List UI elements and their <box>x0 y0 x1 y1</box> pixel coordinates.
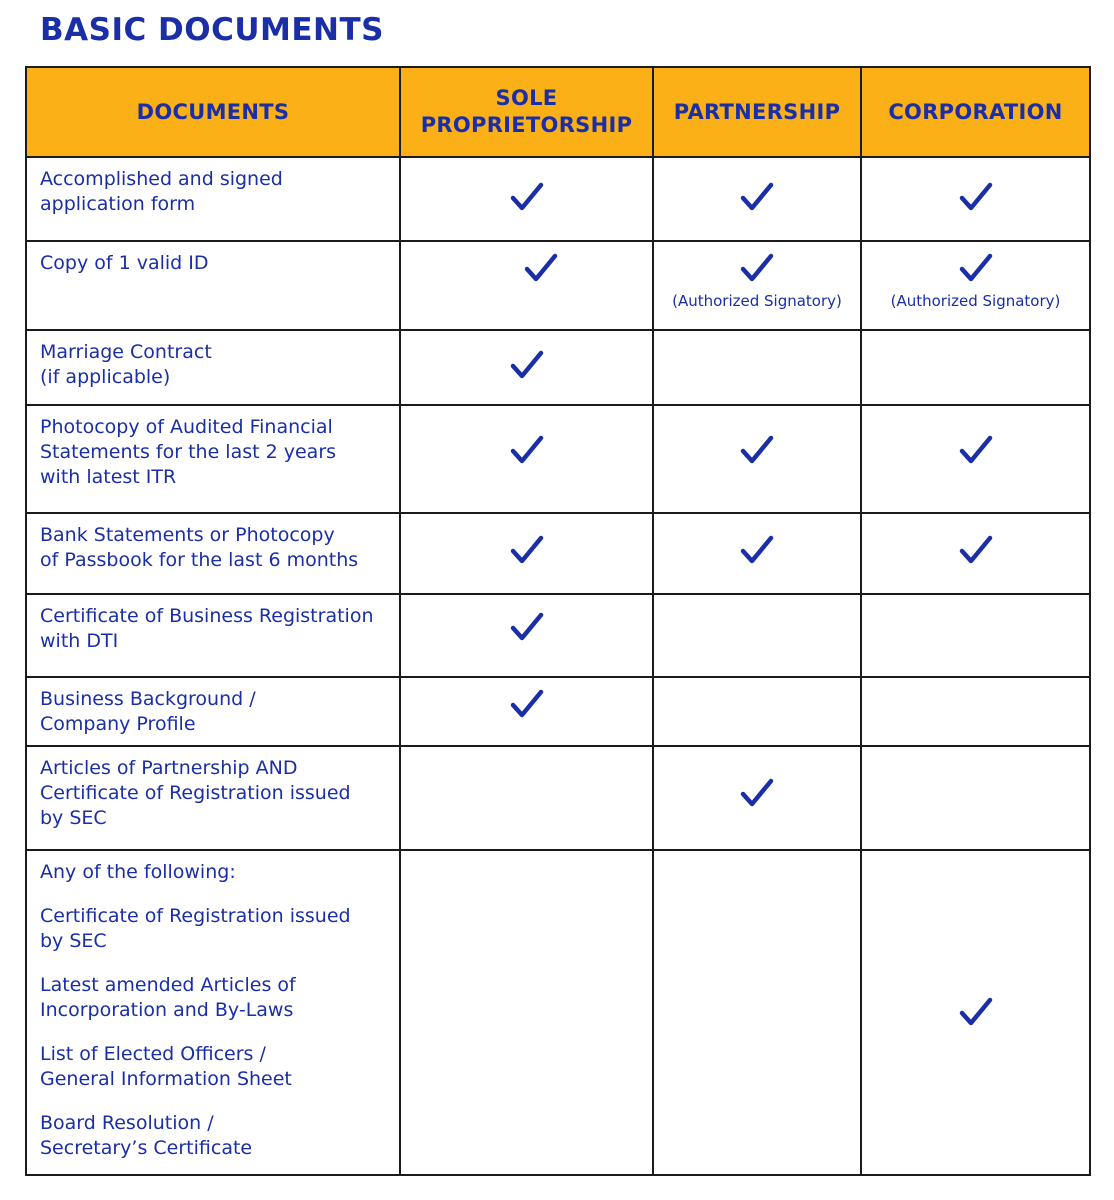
document-list-item <box>40 1111 389 1161</box>
checkmark-icon <box>740 534 774 566</box>
partnership-requirement-cell <box>653 157 861 241</box>
corporation-requirement-cell <box>861 241 1090 330</box>
document-name-line: Photocopy of Audited Financial <box>40 416 333 438</box>
checkmark-icon <box>959 534 993 566</box>
document-name-line: with DTI <box>40 630 119 652</box>
checkmark-icon <box>740 181 774 213</box>
header-sole-line2: PROPRIETORSHIP <box>420 113 633 137</box>
corporation-requirement-cell <box>861 157 1090 241</box>
table-header <box>26 67 1090 157</box>
corporation-requirement-cell <box>861 850 1090 1175</box>
corporation-requirement-cell <box>861 405 1090 513</box>
checkmark-icon <box>959 181 993 213</box>
table-row <box>26 241 1090 330</box>
document-name-line: Incorporation and By-Laws <box>40 999 294 1021</box>
header-corporation: CORPORATION <box>861 67 1090 157</box>
checkmark-icon <box>510 434 544 466</box>
check-wrapper <box>401 406 652 470</box>
check-wrapper <box>654 242 860 310</box>
checkmark-icon <box>959 434 993 466</box>
document-name-cell <box>26 241 400 330</box>
checkmark-icon <box>510 181 544 213</box>
document-name-cell <box>26 157 400 241</box>
sole-requirement-cell <box>400 513 653 594</box>
check-wrapper <box>862 514 1089 570</box>
checkmark-icon <box>510 349 544 381</box>
sole-requirement-cell <box>400 850 653 1175</box>
document-name-line: Certificate of Business Registration <box>40 605 374 627</box>
check-wrapper <box>401 158 652 217</box>
header-row <box>26 67 1090 157</box>
checkmark-icon <box>510 534 544 566</box>
sole-requirement-cell <box>400 746 653 850</box>
signatory-note: (Authorized Signatory) <box>672 292 842 310</box>
partnership-requirement-cell <box>653 241 861 330</box>
checkmark-icon <box>740 777 774 809</box>
header-partnership: PARTNERSHIP <box>653 67 861 157</box>
sole-requirement-cell <box>400 594 653 677</box>
document-name-line: application form <box>40 193 196 215</box>
document-name-line: Certificate of Registration issued <box>40 905 351 927</box>
check-wrapper <box>401 514 652 570</box>
checkmark-icon <box>959 996 993 1028</box>
document-name-line: Business Background / <box>40 688 256 710</box>
corporation-requirement-cell <box>861 513 1090 594</box>
check-wrapper <box>654 158 860 217</box>
sole-requirement-cell <box>400 157 653 241</box>
corporation-requirement-cell <box>861 330 1090 405</box>
check-wrapper <box>401 242 652 288</box>
partnership-requirement-cell <box>653 677 861 746</box>
sole-requirement-cell <box>400 677 653 746</box>
document-name-cell <box>26 330 400 405</box>
document-name-line: Statements for the last 2 years <box>40 441 337 463</box>
document-name-line: General Information Sheet <box>40 1068 292 1090</box>
table-row <box>26 746 1090 850</box>
partnership-requirement-cell <box>653 330 861 405</box>
document-name-cell <box>26 513 400 594</box>
check-wrapper <box>862 406 1089 470</box>
table-row <box>26 513 1090 594</box>
document-name-line: Company Profile <box>40 713 196 735</box>
table-row <box>26 850 1090 1175</box>
check-wrapper <box>862 242 1089 310</box>
document-name-line: Articles of Partnership AND <box>40 757 298 779</box>
document-name-line: by SEC <box>40 930 107 952</box>
document-name-line: Certificate of Registration issued <box>40 782 351 804</box>
document-name-cell <box>26 850 400 1175</box>
signatory-note: (Authorized Signatory) <box>890 292 1061 310</box>
page-title: BASIC DOCUMENTS <box>40 12 384 48</box>
documents-table <box>25 66 1091 1176</box>
document-name-line: of Passbook for the last 6 months <box>40 549 359 571</box>
document-name-line: by SEC <box>40 807 107 829</box>
check-wrapper <box>401 678 652 724</box>
checkmark-icon <box>740 434 774 466</box>
checkmark-icon <box>510 688 544 720</box>
document-name-line: Marriage Contract <box>40 341 212 363</box>
table-row <box>26 405 1090 513</box>
partnership-requirement-cell <box>653 405 861 513</box>
document-name-line: (if applicable) <box>40 366 171 388</box>
sole-requirement-cell <box>400 241 653 330</box>
corporation-requirement-cell <box>861 677 1090 746</box>
partnership-requirement-cell <box>653 850 861 1175</box>
document-list-item <box>40 904 389 954</box>
document-name-line: Bank Statements or Photocopy <box>40 524 335 546</box>
table-row <box>26 330 1090 405</box>
document-name-line: Secretary’s Certificate <box>40 1137 253 1159</box>
checkmark-icon <box>959 252 993 284</box>
check-wrapper <box>862 851 1089 1032</box>
checkmark-icon <box>510 611 544 643</box>
check-wrapper <box>401 331 652 385</box>
document-name-line: with latest ITR <box>40 466 177 488</box>
check-wrapper <box>401 595 652 647</box>
document-name-cell <box>26 405 400 513</box>
corporation-requirement-cell <box>861 746 1090 850</box>
sole-requirement-cell <box>400 405 653 513</box>
header-sole-proprietorship <box>400 67 653 157</box>
corporation-requirement-cell <box>861 594 1090 677</box>
partnership-requirement-cell <box>653 513 861 594</box>
table-body <box>26 157 1090 1175</box>
document-name-line: Copy of 1 valid ID <box>40 252 209 274</box>
check-wrapper <box>654 514 860 570</box>
document-name-cell <box>26 677 400 746</box>
document-list-intro: Any of the following: <box>40 861 236 883</box>
table-row <box>26 594 1090 677</box>
checkmark-icon <box>524 252 558 284</box>
header-sole-line1: SOLE <box>495 86 558 110</box>
document-name-cell <box>26 594 400 677</box>
document-list-item <box>40 1042 389 1092</box>
document-name-cell <box>26 746 400 850</box>
checkmark-icon <box>740 252 774 284</box>
sole-requirement-cell <box>400 330 653 405</box>
partnership-requirement-cell <box>653 746 861 850</box>
document-name-line: Accomplished and signed <box>40 168 283 190</box>
check-wrapper <box>654 406 860 470</box>
header-documents: DOCUMENTS <box>26 67 400 157</box>
document-name-line: Board Resolution / <box>40 1112 214 1134</box>
check-wrapper <box>862 158 1089 217</box>
table-row <box>26 157 1090 241</box>
partnership-requirement-cell <box>653 594 861 677</box>
document-list-item <box>40 973 389 1023</box>
document-name-line: Latest amended Articles of <box>40 974 296 996</box>
check-wrapper <box>654 747 860 813</box>
document-name-line: List of Elected Officers / <box>40 1043 266 1065</box>
table-row <box>26 677 1090 746</box>
